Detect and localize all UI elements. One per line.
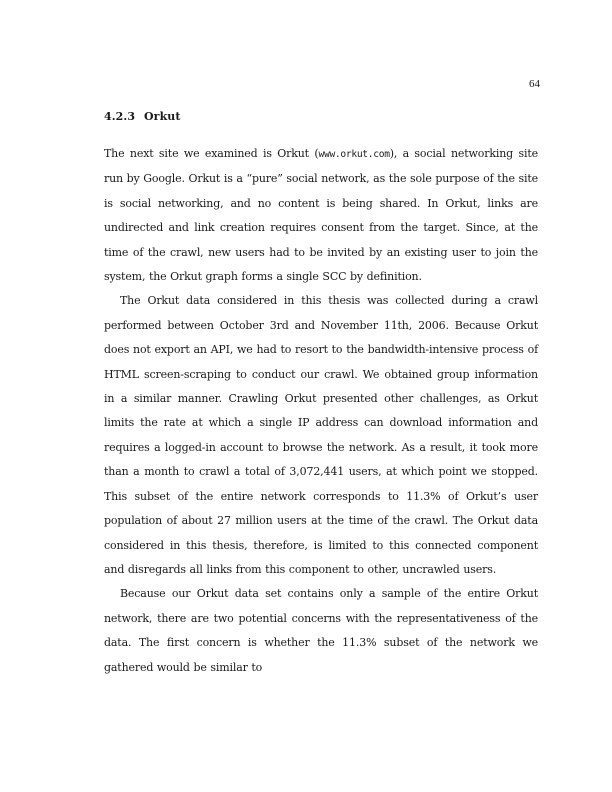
page-number: 64 — [529, 78, 540, 90]
orkut-url: www.orkut.com — [318, 149, 390, 160]
paragraph-1 — [104, 142, 538, 289]
paragraph-1-pre: The next site we examined is Orkut ( — [104, 147, 319, 160]
paragraph-3: Because our Orkut data set contains only a sample of the entire Orkut network, there are two potential concerns with the representativeness of the data. The first concern is whether the 11.3% subset of the network we gathered would be similar to — [104, 587, 538, 674]
body-text — [104, 142, 538, 680]
paragraph-2: The Orkut data considered in this thesis was collected during a crawl performed between October 3rd and November 11th, 2006. Because Orkut does not export an API, we had to resort to the bandwidth-intensive process of HTML screen-scraping to conduct our crawl. We obtained group information in a similar manner. Crawling Orkut presented other challenges, as Orkut limits the rate at which a single IP address can download information and requires a logged-in account to browse the network. As a result, it took more than a month to crawl a total of 3,072,441 users, at which point we stopped. This subset of the entire network corresponds to 11.3% of Orkut’s user population of about 27 million users at the time of the crawl. The Orkut data considered in this thesis, therefore, is limited to this connected component and disregards all links from this component to other, uncrawled users. — [104, 294, 538, 576]
section-number: 4.2.3 — [104, 110, 136, 123]
section-heading — [104, 110, 181, 123]
section-title: Orkut — [144, 110, 181, 123]
paragraph-1-post: ), a social networking site run by Google. Orkut is a “pure” social network, as the sole purpose of the site is social networking, and no content is being shared. In Orkut, links are undirected and link creation requires consent from the target. Since, at the time of the crawl, new users had to be invited by an existing user to join the system, the Orkut graph forms a single SCC by definition. — [104, 147, 538, 284]
